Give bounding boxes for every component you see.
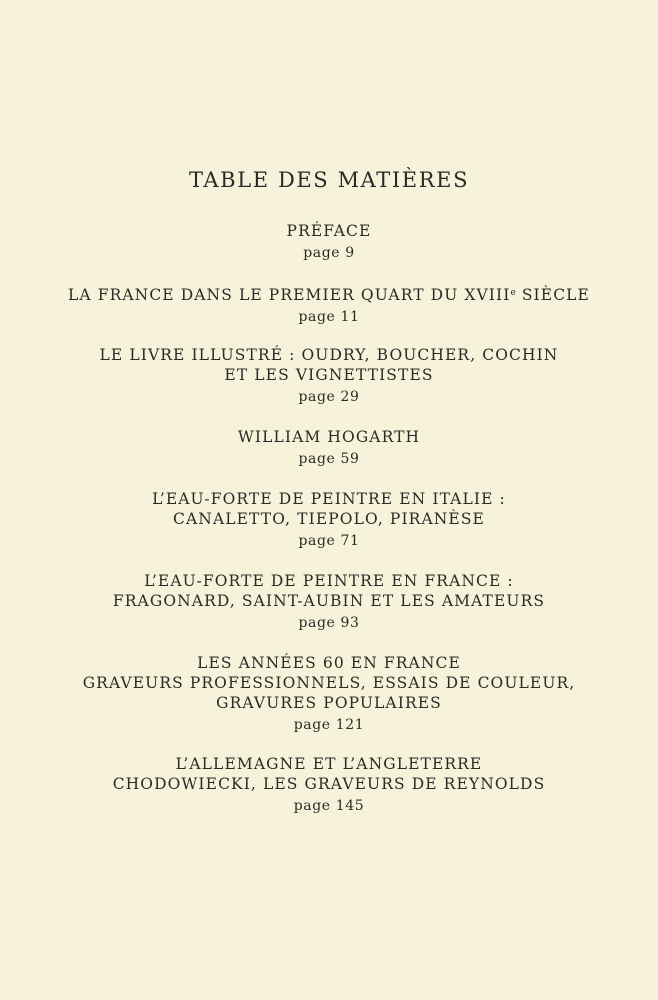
toc-entry-page: page 29	[298, 389, 360, 405]
toc-entry-page: page 59	[298, 451, 360, 467]
toc-entry-allemagne-angleterre	[0, 754, 658, 817]
toc-entry-heading: LA FRANCE DANS LE PREMIER QUART DU XVIIIe SIÈCLE	[68, 286, 590, 304]
toc-entry-eau-forte-italie	[0, 489, 658, 552]
toc-entry-heading: GRAVEURS PROFESSIONNELS, ESSAIS DE COULEUR,	[82, 674, 576, 692]
toc-entry-heading: GRAVURES POPULAIRES	[216, 694, 442, 712]
toc-entry-heading: ET LES VIGNETTISTES	[224, 366, 434, 384]
page-title: TABLE DES MATIÈRES	[188, 168, 470, 192]
toc-entry-page: page 71	[298, 533, 360, 549]
toc-entry-heading: L’EAU-FORTE DE PEINTRE EN FRANCE :	[144, 572, 514, 590]
toc-entry-page: page 11	[298, 309, 360, 325]
toc-entry-heading: PRÉFACE	[286, 222, 372, 240]
toc-entry-livre-illustre	[0, 345, 658, 408]
toc-entry-page: page 93	[298, 615, 360, 631]
toc-entry-hogarth	[0, 427, 658, 470]
toc-entry-heading: FRAGONARD, SAINT-AUBIN ET LES AMATEURS	[112, 592, 546, 610]
toc-entry-eau-forte-france	[0, 571, 658, 634]
toc-entry-heading: LES ANNÉES 60 EN FRANCE	[197, 654, 461, 672]
toc-entry-heading: CANALETTO, TIEPOLO, PIRANÈSE	[173, 510, 485, 528]
toc-entry-page: page 121	[293, 717, 365, 733]
toc-entry-france-xviii	[0, 283, 658, 328]
toc-entry-heading: CHODOWIECKI, LES GRAVEURS DE REYNOLDS	[112, 775, 546, 793]
toc-entry-preface	[0, 221, 658, 264]
toc-entry-heading: L’EAU-FORTE DE PEINTRE EN ITALIE :	[152, 490, 506, 508]
toc-entry-page: page 9	[303, 245, 355, 261]
toc-entry-page: page 145	[293, 798, 365, 814]
toc-entry-heading: WILLIAM HOGARTH	[237, 428, 421, 446]
toc-entry-annees-60	[0, 653, 658, 736]
toc-entry-heading: L’ALLEMAGNE ET L’ANGLETERRE	[175, 755, 483, 773]
toc-entry-heading: LE LIVRE ILLUSTRÉ : OUDRY, BOUCHER, COCHIN	[99, 346, 559, 364]
